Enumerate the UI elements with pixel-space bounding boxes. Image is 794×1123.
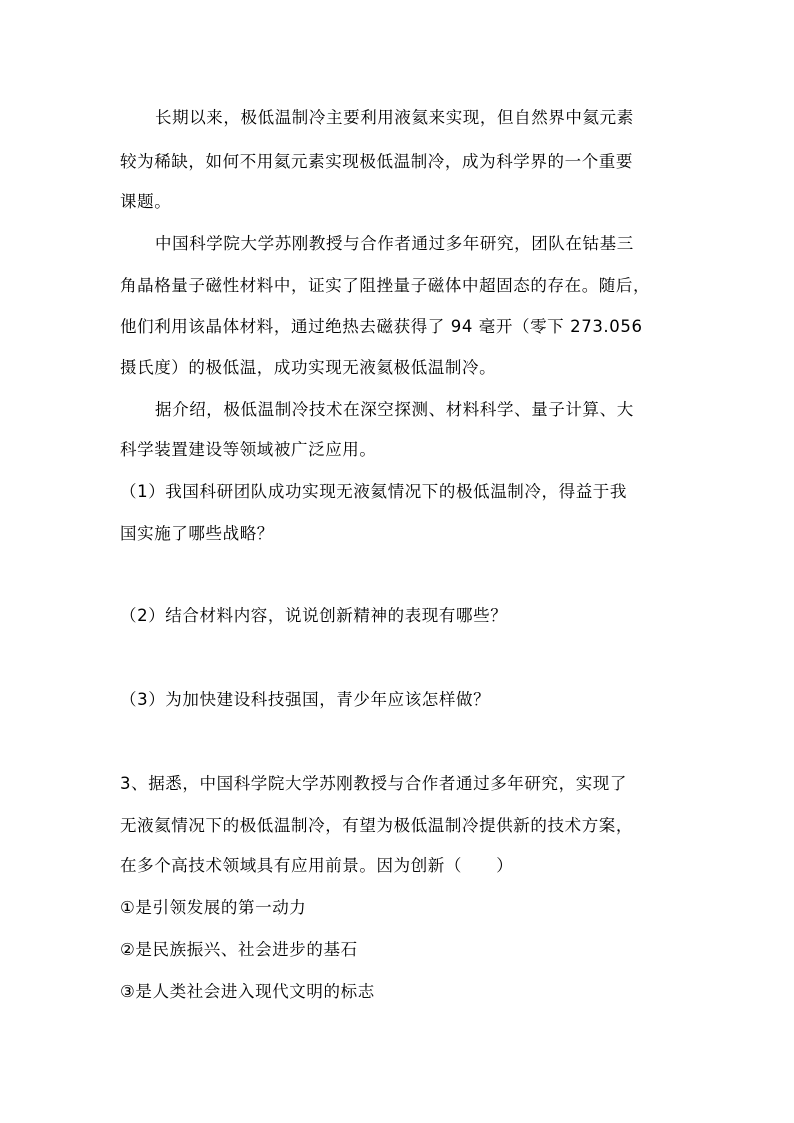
paragraph-1-line-2: 较为稀缺，如何不用氦元素实现极低温制冷，成为科学界的一个重要 xyxy=(120,152,633,171)
paragraph-3-line-1: 据介绍，极低温制冷技术在深空探测、材料科学、量子计算、大 xyxy=(155,400,634,419)
option-2: ②是民族振兴、社会进步的基石 xyxy=(120,940,358,959)
paragraph-3-line-2: 科学装置建设等领域被广泛应用。 xyxy=(120,440,377,459)
question-1-line-2: 国实施了哪些战略？ xyxy=(120,524,274,543)
option-1: ①是引领发展的第一动力 xyxy=(120,898,307,917)
item-3-line-1: 3、据悉，中国科学院大学苏刚教授与合作者通过多年研究，实现了 xyxy=(120,774,627,793)
question-1-line-1: （1）我国科研团队成功实现无液氦情况下的极低温制冷，得益于我 xyxy=(120,482,627,501)
paragraph-2-line-4: 摄氏度）的极低温，成功实现无液氦极低温制冷。 xyxy=(120,358,497,377)
paragraph-2-line-1: 中国科学院大学苏刚教授与合作者通过多年研究，团队在钴基三 xyxy=(155,234,634,253)
paragraph-1-line-1: 长期以来，极低温制冷主要利用液氦来实现，但自然界中氦元素 xyxy=(155,108,634,127)
question-2: （2）结合材料内容，说说创新精神的表现有哪些？ xyxy=(120,606,508,625)
question-3: （3）为加快建设科技强国，青少年应该怎样做？ xyxy=(120,690,491,709)
paragraph-2-line-3: 他们利用该晶体材料，通过绝热去磁获得了 94 毫开（零下 273.056 xyxy=(120,317,643,336)
paragraph-2-line-2: 角晶格量子磁性材料中，证实了阻挫量子磁体中超固态的存在。随后， xyxy=(120,276,651,295)
item-3-line-3: 在多个高技术领域具有应用前景。因为创新（ ） xyxy=(120,856,514,875)
option-3: ③是人类社会进入现代文明的标志 xyxy=(120,982,375,1001)
paragraph-1-line-3: 课题。 xyxy=(120,192,172,211)
item-3-line-2: 无液氦情况下的极低温制冷，有望为极低温制冷提供新的技术方案， xyxy=(120,816,633,835)
